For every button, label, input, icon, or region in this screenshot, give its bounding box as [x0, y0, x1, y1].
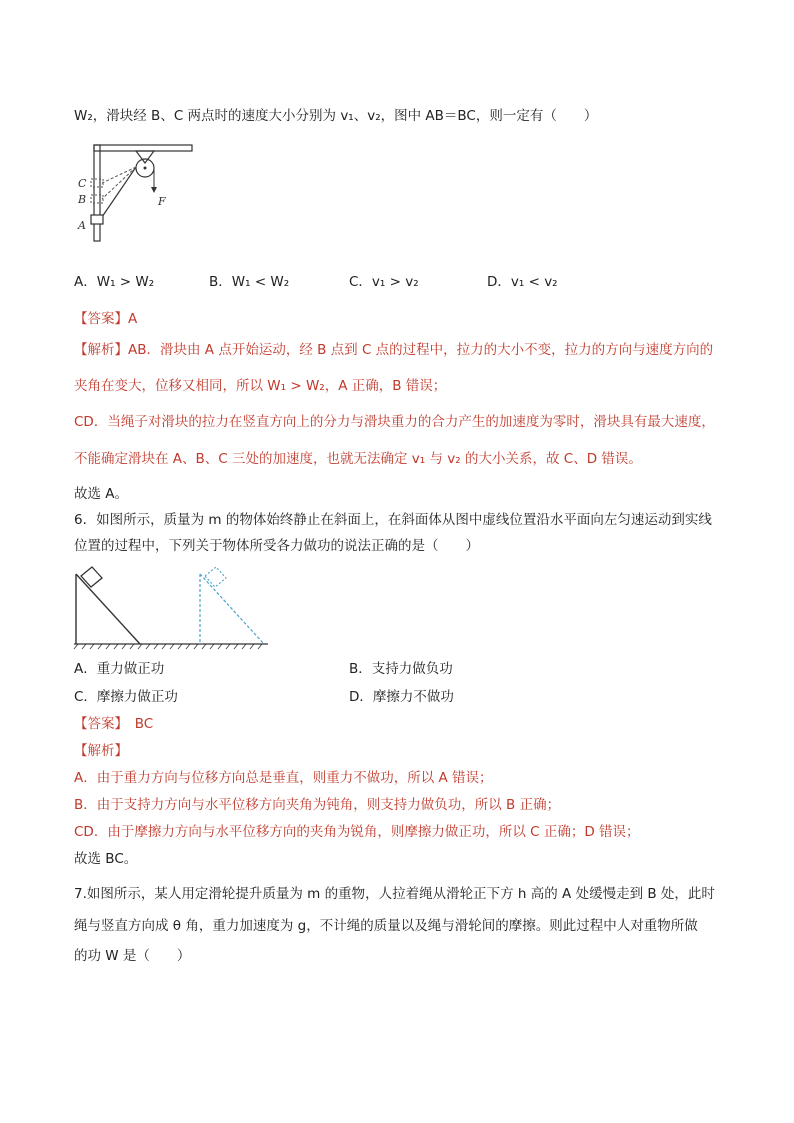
q5-answer: 【答案】A: [74, 311, 138, 327]
q6-analysis-line-1: A．由于重力方向与位移方向总是垂直，则重力不做功，所以 A 错误；: [74, 770, 493, 786]
q6-option-a: A．重力做正功: [74, 661, 165, 677]
q7-stem-line-1: 7.如图所示，某人用定滑轮提升质量为 m 的重物，人拉着绳从滑轮正下方 h 高的 A 处缓慢走到 B 处，此时: [74, 886, 715, 902]
q6-option-c: C．摩擦力做正功: [74, 689, 178, 705]
q5-analysis-line-1: 【解析】AB．滑块由 A 点开始运动，经 B 点到 C 点的过程中，拉力的大小不变，拉力的方向与速度方向的: [74, 342, 714, 358]
q5-analysis-line-2: 夹角在变大，位移又相同，所以 W₁ > W₂，A 正确，B 错误；: [74, 378, 447, 394]
label-B: B: [78, 193, 87, 206]
q6-stem-line-2: 位置的过程中，下列关于物体所受各力做功的说法正确的是（ ）: [74, 538, 479, 554]
q5-option-c: C．v₁ > v₂: [349, 274, 419, 290]
q5-option-a: A．W₁ > W₂: [74, 274, 155, 290]
q5-analysis-line-3: CD．当绳子对滑块的拉力在竖直方向上的分力与滑块重力的合力产生的加速度为零时，滑块具有最大速度，: [74, 414, 715, 430]
q7-stem-line-3: 的功 W 是（ ）: [74, 948, 191, 964]
q5-conclusion: 故选 A。: [74, 486, 129, 502]
q5-option-b: B．W₁ < W₂: [209, 274, 290, 290]
q6-analysis-line-2: B．由于支持力方向与水平位移方向夹角为钝角，则支持力做负功，所以 B 正确；: [74, 797, 561, 813]
q6-analysis-line-3: CD．由于摩擦力方向与水平位移方向的夹角为锐角，则摩擦力做正功，所以 C 正确；D 错误；: [74, 824, 640, 840]
q5-pulley-figure: [74, 137, 214, 257]
q5-analysis-line-4: 不能确定滑块在 A、B、C 三处的加速度，也就无法确定 v₁ 与 v₂ 的大小关系，故 C、D 错误。: [74, 451, 642, 467]
q6-stem-line-1: 6．如图所示，质量为 m 的物体始终静止在斜面上，在斜面体从图中虚线位置沿水平面向左匀速运动到实线: [74, 512, 712, 528]
q6-option-b: B．支持力做负功: [349, 661, 453, 677]
q5-stem-line: W₂，滑块经 B、C 两点时的速度大小分别为 v₁、v₂，图中 AB＝BC，则一定有（ ）: [74, 108, 598, 124]
q6-answer: 【答案】 BC: [74, 716, 154, 732]
label-C: C: [78, 177, 87, 190]
q7-stem-line-2: 绳与竖直方向成 θ 角，重力加速度为 g，不计绳的质量以及绳与滑轮间的摩擦。则此过程中人对重物所做: [74, 918, 698, 934]
q6-option-d: D．摩擦力不做功: [349, 689, 454, 705]
q6-conclusion: 故选 BC。: [74, 851, 138, 867]
q5-option-d: D．v₁ < v₂: [487, 274, 558, 290]
label-A: A: [78, 219, 86, 232]
q6-incline-figure: [72, 562, 272, 652]
label-F: F: [158, 195, 166, 208]
q6-analysis-title: 【解析】: [74, 743, 128, 759]
